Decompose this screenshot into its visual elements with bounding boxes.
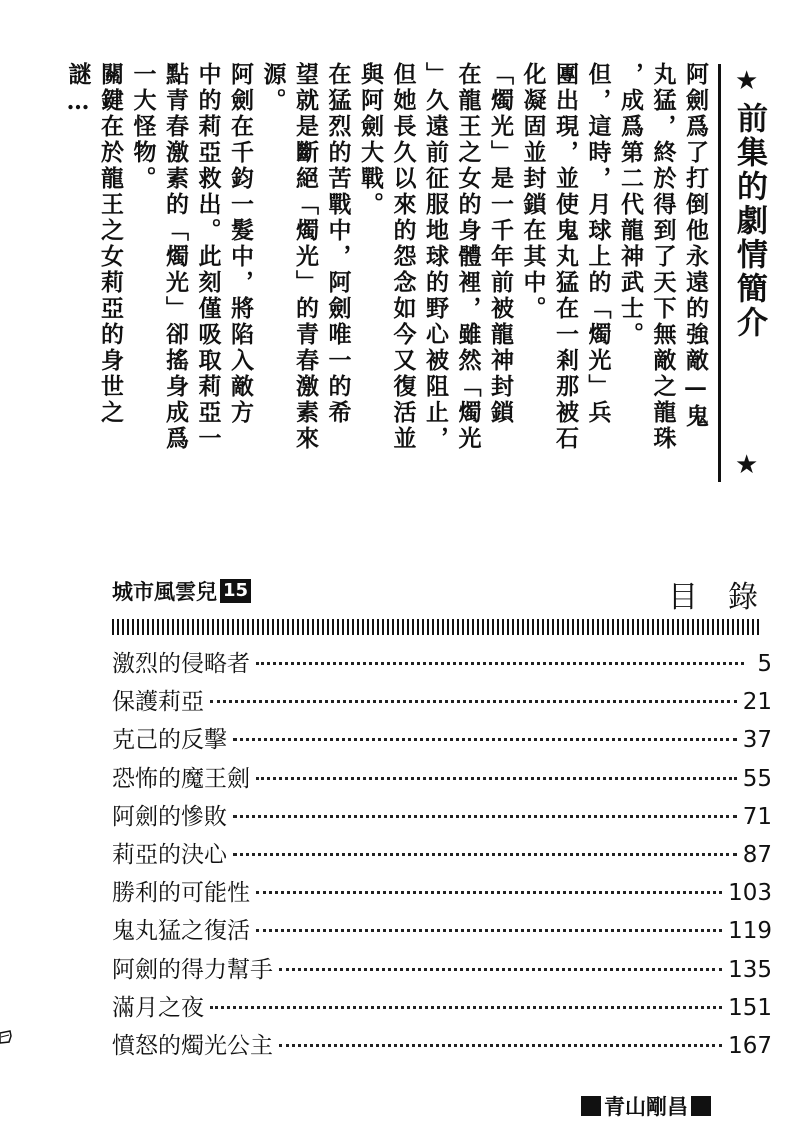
synopsis-text bbox=[62, 62, 712, 492]
synopsis-column: 一大怪物。 bbox=[129, 62, 157, 192]
synopsis-column: 「燭光」是一千年前被龍神封鎖 bbox=[487, 62, 514, 426]
toc-entry[interactable] bbox=[112, 721, 772, 759]
volume-badge: 15 bbox=[220, 579, 251, 603]
toc-chapter: 阿劍的慘敗 bbox=[112, 803, 227, 830]
synopsis-column: 阿劍在千鈞一髮中，將陷入敵方 bbox=[227, 62, 254, 426]
toc-page-number: 71 bbox=[742, 803, 772, 830]
synopsis-column: 在猛烈的苦戰中，阿劍唯一的希 bbox=[324, 62, 352, 426]
toc-entry[interactable] bbox=[112, 798, 772, 836]
synopsis-column: 謎… bbox=[64, 62, 92, 118]
synopsis-column: 但，這時，月球上的「燭光」兵 bbox=[584, 62, 612, 426]
toc-dot-leader bbox=[233, 853, 737, 856]
toc-page-number: 21 bbox=[742, 689, 772, 716]
page-edge-mark-icon bbox=[0, 1030, 12, 1044]
toc-page-number: 5 bbox=[757, 651, 772, 677]
toc-chapter: 滿月之夜 bbox=[112, 994, 204, 1021]
toc-page-number: 135 bbox=[728, 956, 772, 983]
synopsis-heading-box bbox=[718, 64, 771, 482]
toc-entry[interactable] bbox=[112, 912, 772, 950]
synopsis-column: 但她長久以來的怨念如今又復活並 bbox=[389, 62, 417, 452]
toc-dot-leader bbox=[256, 777, 737, 780]
toc-chapter: 鬼丸猛之復活 bbox=[112, 918, 250, 945]
toc-chapter: 憤怒的燭光公主 bbox=[112, 1032, 273, 1059]
toc-page-number: 103 bbox=[728, 880, 772, 907]
synopsis-column: 點青春激素的「燭光」卻搖身成爲 bbox=[162, 62, 189, 452]
synopsis-column: 源。 bbox=[259, 62, 287, 114]
toc-page-number: 119 bbox=[728, 918, 772, 945]
toc-page-number: 37 bbox=[742, 727, 772, 754]
toc-entry[interactable] bbox=[112, 645, 772, 683]
synopsis-column: 望就是斷絕「燭光」的青春激素來 bbox=[292, 62, 319, 452]
toc-entry[interactable] bbox=[112, 836, 772, 874]
toc-entry[interactable] bbox=[112, 1027, 772, 1065]
black-square-icon bbox=[581, 1096, 601, 1116]
black-square-icon bbox=[691, 1096, 711, 1116]
toc-page-number: 87 bbox=[742, 841, 772, 868]
toc-chapter: 阿劍的得力幫手 bbox=[112, 956, 273, 983]
synopsis-column: 團出現，並使鬼丸猛在一剎那被石 bbox=[552, 62, 579, 452]
toc-dot-leader bbox=[233, 738, 737, 741]
toc-chapter: 保護莉亞 bbox=[112, 689, 204, 716]
toc-page-number: 167 bbox=[728, 1032, 772, 1059]
author-credit bbox=[578, 1088, 770, 1124]
synopsis-column: 阿劍爲了打倒他永遠的強敵—鬼 bbox=[682, 62, 709, 430]
tick-divider bbox=[112, 619, 762, 635]
toc-entry[interactable] bbox=[112, 989, 772, 1027]
toc-title: 目錄 bbox=[668, 580, 788, 615]
toc-dot-leader bbox=[279, 968, 722, 971]
toc-entry[interactable] bbox=[112, 683, 772, 721]
star-icon: ★ bbox=[735, 450, 759, 480]
author-name: 青山剛昌 bbox=[604, 1095, 688, 1119]
synopsis-column: 丸猛，終於得到了天下無敵之龍珠 bbox=[649, 62, 677, 452]
synopsis-column: 」久遠前征服地球的野心被阻止， bbox=[422, 62, 449, 452]
star-icon: ★ bbox=[735, 66, 759, 96]
toc-dot-leader bbox=[279, 1044, 722, 1047]
series-title-group bbox=[112, 576, 251, 606]
toc-dot-leader bbox=[256, 891, 722, 894]
toc-dot-leader bbox=[210, 700, 737, 703]
toc-chapter: 克己的反擊 bbox=[112, 727, 227, 754]
series-title: 城市風雲兒 bbox=[112, 580, 217, 604]
synopsis-column: 在龍王之女的身體裡，雖然「燭光 bbox=[454, 62, 482, 452]
toc-entry[interactable] bbox=[112, 874, 772, 912]
toc-header bbox=[112, 572, 788, 615]
toc-list bbox=[112, 645, 772, 1065]
synopsis-column: 關鍵在於龍王之女莉亞的身世之 bbox=[97, 62, 124, 426]
toc-entry[interactable] bbox=[112, 760, 772, 798]
toc-chapter: 恐怖的魔王劍 bbox=[112, 765, 250, 792]
toc-entry[interactable] bbox=[112, 951, 772, 989]
toc-page-number: 151 bbox=[728, 994, 772, 1021]
synopsis-column: ，成爲第二代龍神武士。 bbox=[617, 62, 644, 348]
synopsis-heading: 前集的劇情簡介 bbox=[731, 102, 767, 340]
toc-dot-leader bbox=[210, 1006, 722, 1009]
toc-dot-leader bbox=[233, 815, 737, 818]
toc-page-number: 55 bbox=[742, 765, 772, 792]
toc-chapter: 激烈的侵略者 bbox=[112, 651, 250, 677]
toc-dot-leader bbox=[256, 929, 722, 932]
toc-chapter: 莉亞的決心 bbox=[112, 841, 227, 868]
synopsis-column: 化凝固並封鎖在其中。 bbox=[519, 62, 547, 322]
synopsis-column: 與阿劍大戰。 bbox=[357, 62, 384, 218]
synopsis-column: 中的莉亞救出。此刻僅吸取莉亞一 bbox=[194, 62, 222, 452]
toc-chapter: 勝利的可能性 bbox=[112, 880, 250, 907]
toc-dot-leader bbox=[256, 662, 744, 665]
